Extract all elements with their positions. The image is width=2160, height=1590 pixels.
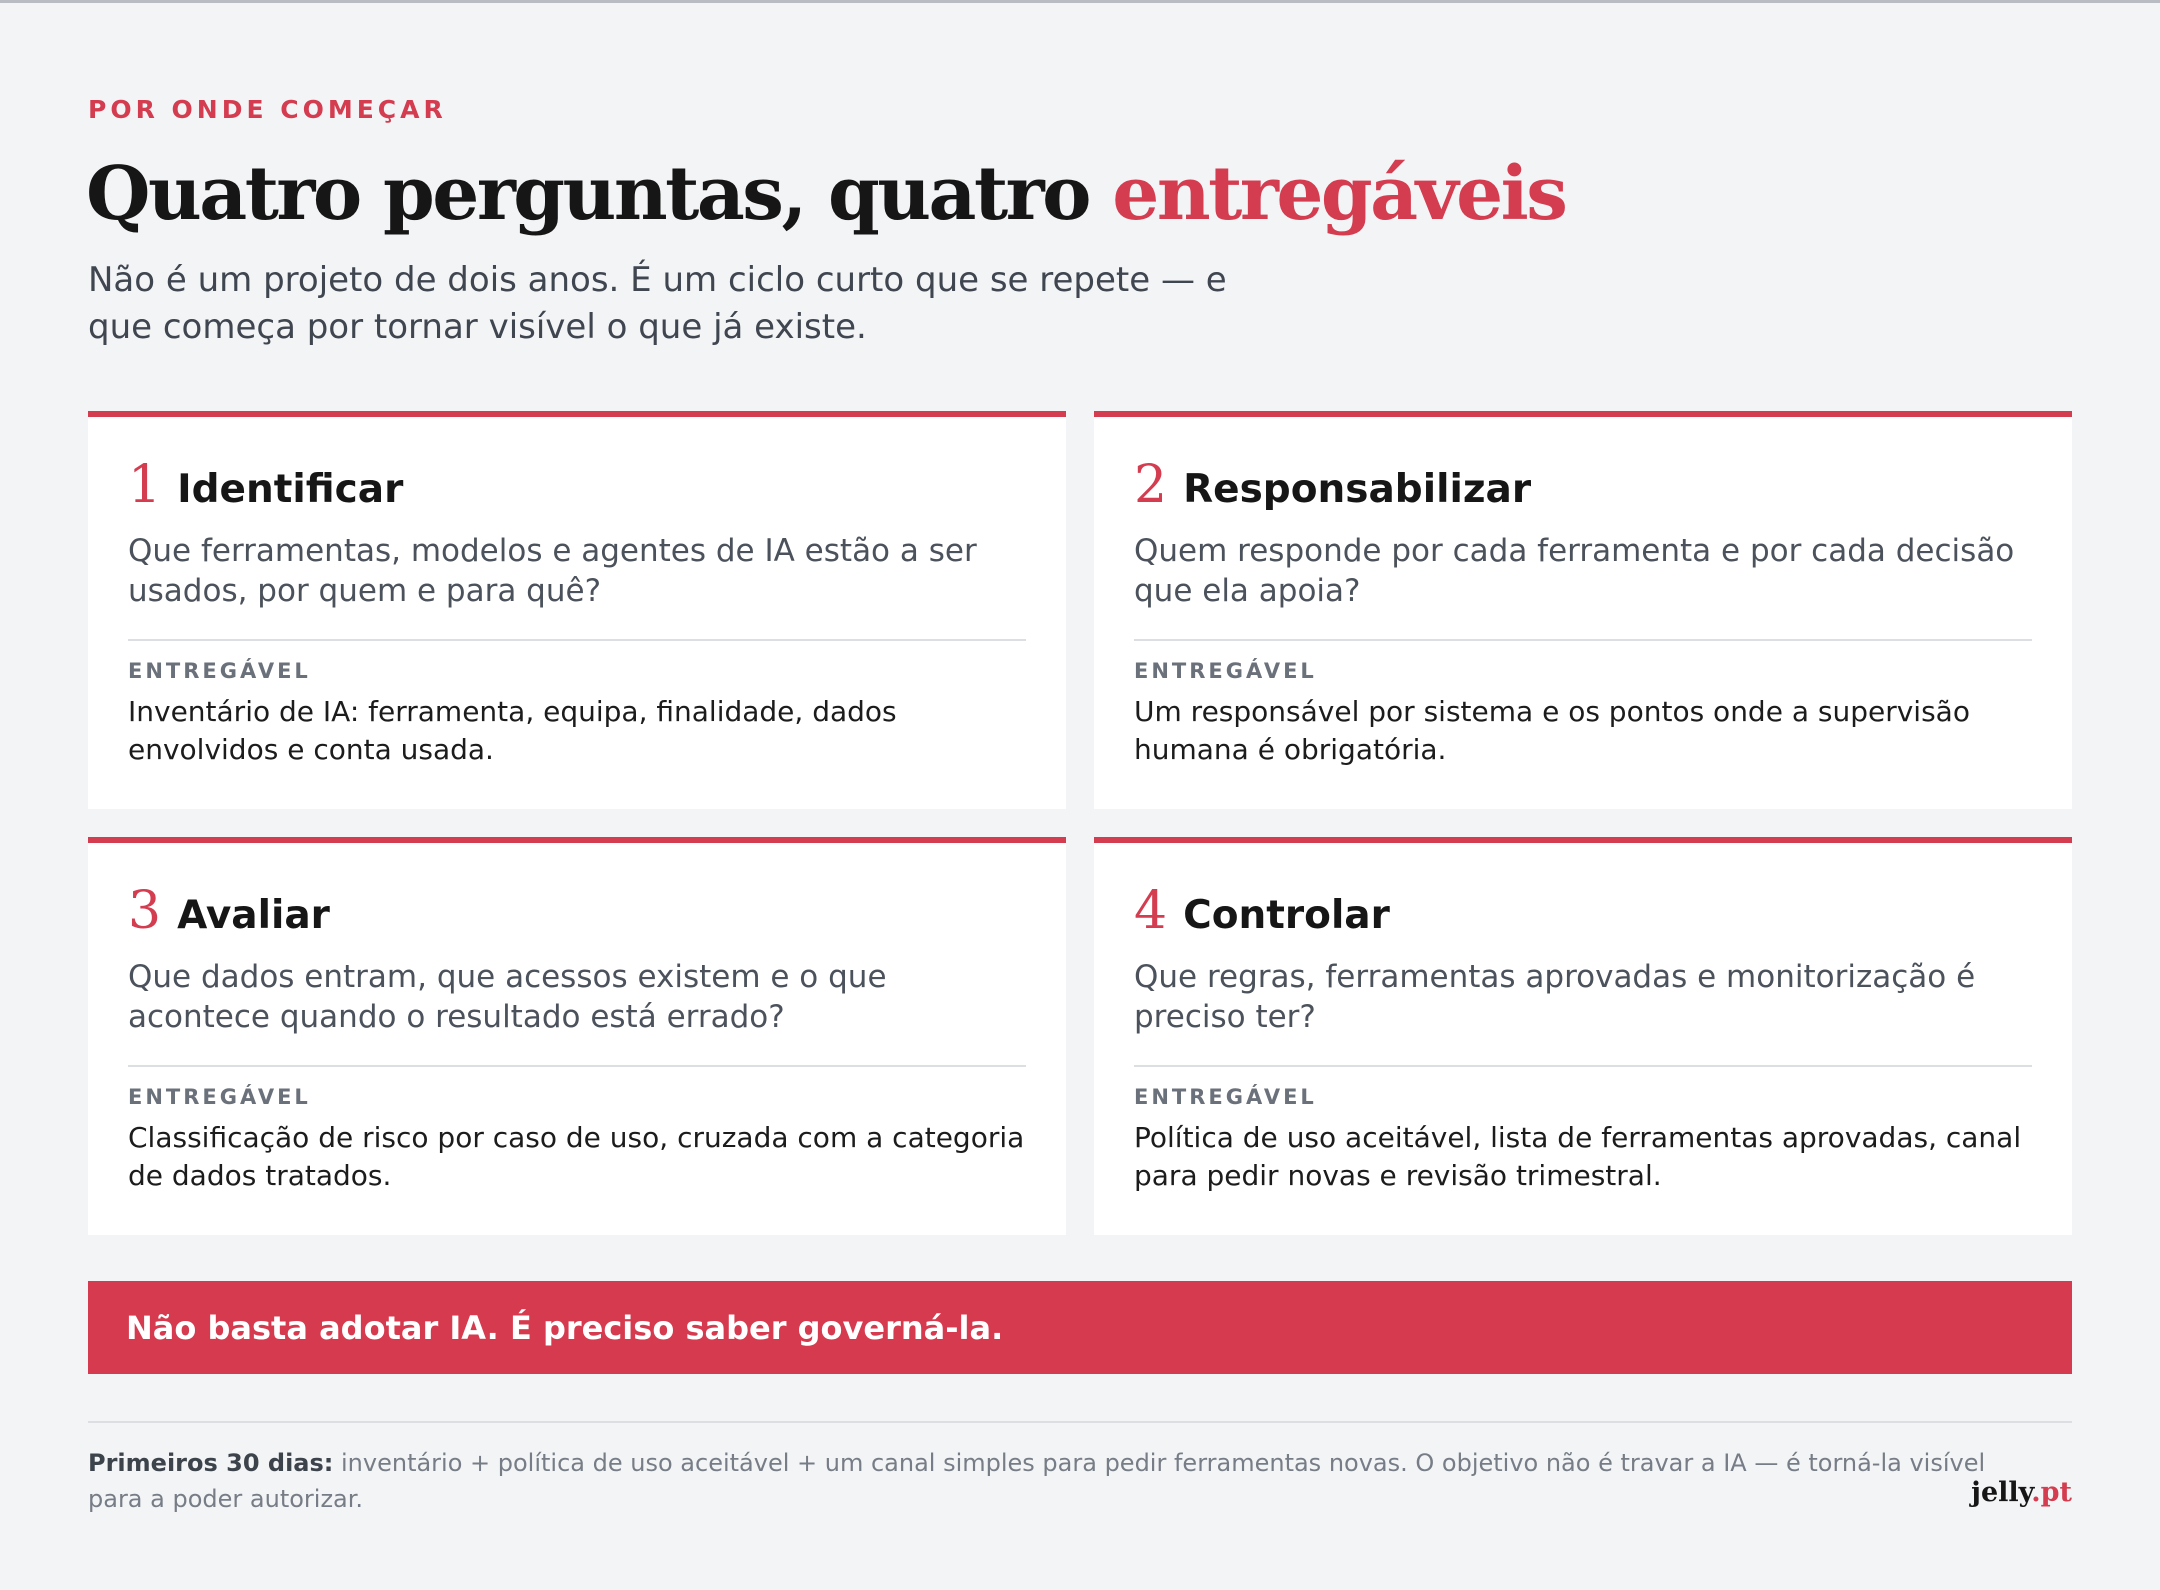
deliverable-label: ENTREGÁVEL [1134,659,1317,683]
step-title: Avaliar [177,893,330,938]
divider [1134,639,2032,641]
brand-name: jelly [1971,1477,2032,1508]
step-card-header [128,881,1026,945]
step-card-header [128,455,1026,519]
step-number: 3 [128,881,162,941]
title-accent: entregáveis [1112,151,1566,237]
page-subtitle: Não é um projeto de dois anos. É um ciclo curto que se repete — e que começa por tornar visível o que já existe. [88,260,1227,347]
footer-note [88,1445,2008,1517]
deliverable-label: ENTREGÁVEL [128,1085,311,1109]
step-title: Responsabilizar [1183,467,1532,512]
step-question: Que ferramentas, modelos e agentes de IA estão a ser usados, por quem e para quê? [128,533,977,609]
step-number: 1 [128,455,162,515]
brand-tld: .pt [2031,1477,2072,1508]
step-card-4 [1094,837,2072,1235]
title-main: Quatro perguntas, quatro [86,151,1113,237]
brand-logo [1971,1477,2072,1508]
step-title: Controlar [1183,893,1390,938]
footer-divider [88,1421,2072,1423]
step-title: Identificar [177,467,404,512]
step-card-3 [88,837,1066,1235]
callout-text: Não basta adotar IA. É preciso saber governá-la. [126,1308,1004,1347]
deliverable-text: Um responsável por sistema e os pontos onde a supervisão humana é obrigatória. [1134,695,1970,766]
steps-grid [88,411,2072,1235]
callout-banner [88,1281,2072,1374]
step-card-header [1134,881,2032,945]
deliverable-text: Classificação de risco por caso de uso, cruzada com a categoria de dados tratados. [128,1121,1025,1192]
page-title [86,151,1565,237]
step-question: Quem responde por cada ferramenta e por cada decisão que ela apoia? [1134,533,2015,609]
step-card-header [1134,455,2032,519]
step-number: 2 [1134,455,1168,515]
step-question: Que dados entram, que acessos existem e o que acontece quando o resultado está errado? [128,959,887,1035]
deliverable-label: ENTREGÁVEL [1134,1085,1317,1109]
step-question: Que regras, ferramentas aprovadas e monitorização é preciso ter? [1134,959,1976,1035]
step-card-2 [1094,411,2072,809]
footer-lead: Primeiros 30 dias: [88,1449,334,1477]
deliverable-text: Política de uso aceitável, lista de ferramentas aprovadas, canal para pedir novas e revisão trimestral. [1134,1121,2022,1192]
deliverable-text: Inventário de IA: ferramenta, equipa, finalidade, dados envolvidos e conta usada. [128,695,897,766]
step-number: 4 [1134,881,1168,941]
footer-text: inventário + política de uso aceitável + um canal simples para pedir ferramentas novas. O objetivo não é travar a IA — é torná-la visível para a poder autorizar. [88,1449,1986,1513]
step-card-1 [88,411,1066,809]
divider [128,1065,1026,1067]
eyebrow-label: POR ONDE COMEÇAR [88,95,447,124]
deliverable-label: ENTREGÁVEL [128,659,311,683]
divider [128,639,1026,641]
divider [1134,1065,2032,1067]
